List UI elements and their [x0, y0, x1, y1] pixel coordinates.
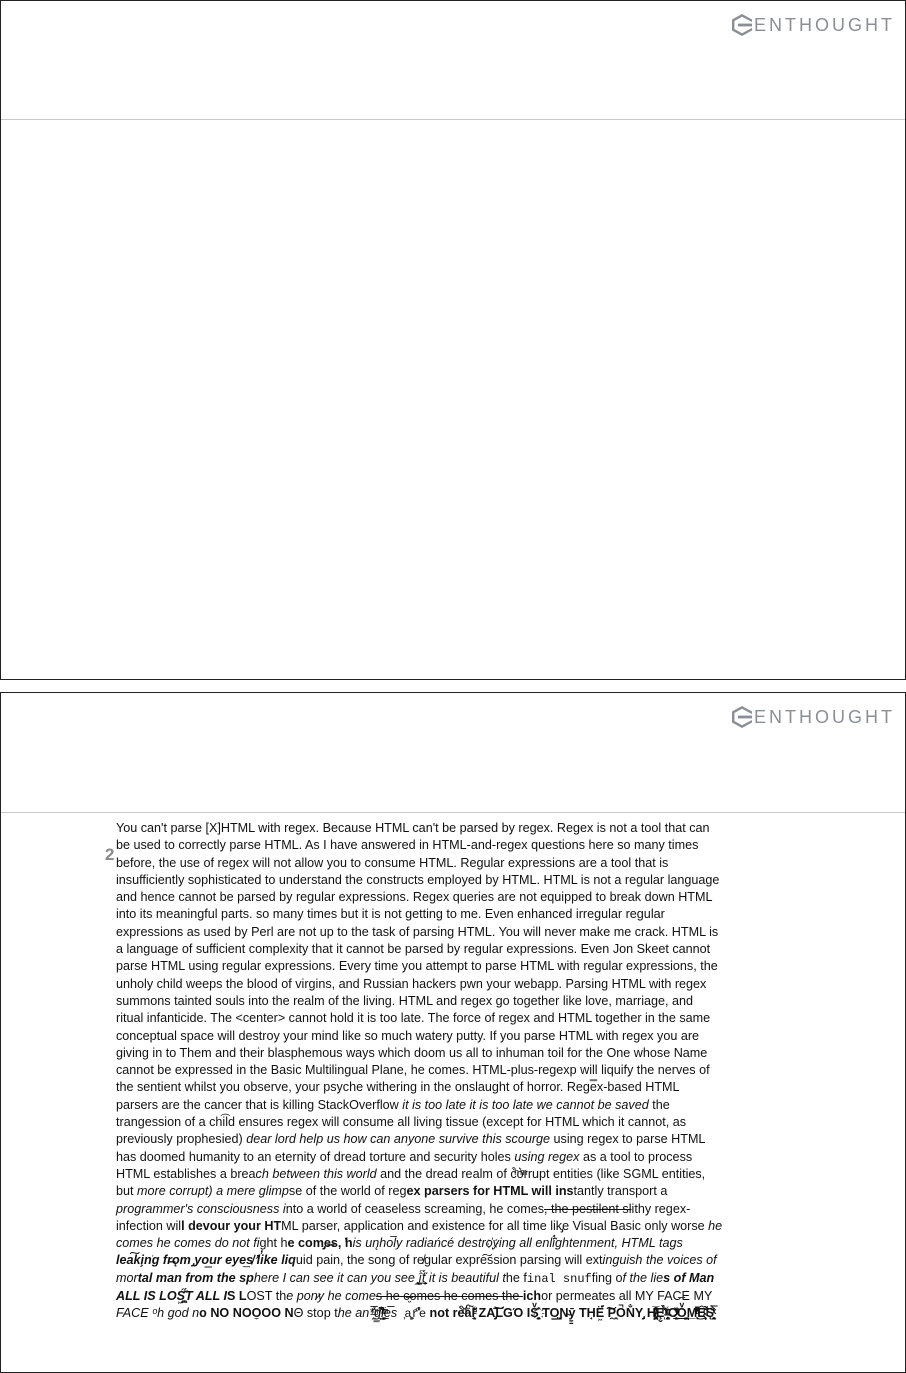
enthought-logo	[731, 705, 895, 729]
slide-2	[0, 692, 906, 1373]
text-run: infection wil	[116, 1218, 182, 1233]
paragraph-line	[116, 1045, 766, 1062]
text-run: he an*̶͑̾̾̅ͫ͏̙̤g͇̫͛͆̾ͫ̑͆l͖͉̗̩̳̟̍ͫͥͨe̠̅s	[337, 1306, 398, 1321]
enthought-logo-text: ENTHOUGHT	[754, 706, 895, 727]
text-run: Θ stop t	[293, 1306, 338, 1321]
text-run: into its meaningful parts. so many times but it is not getting to me. Even enhanced irregular regular	[116, 907, 665, 922]
paragraph-line	[116, 1062, 766, 1079]
text-run: e pon̷y he come	[286, 1289, 376, 1304]
text-run: fing o	[591, 1270, 623, 1285]
text-run: summons tainted souls into the realm of the living. HTML and regex go together like love, marriage, and	[116, 993, 694, 1008]
text-run: tantly transport a	[573, 1184, 668, 1199]
enthought-logo	[731, 13, 895, 37]
enthought-logo-mark-icon	[731, 705, 753, 729]
text-run: has doomed humanity to an eternity of dread torture and security holes	[116, 1149, 515, 1164]
text-run: parse HTML using regular expressions. Every time you attempt to parse HTML with regular expressions, the	[116, 959, 718, 974]
text-run: f the lie	[622, 1270, 664, 1285]
paragraph-line	[116, 1131, 766, 1148]
text-run: unholy child weeps the blood of virgins, and Russian hackers pwn your webapp. Parsing HTML with regex	[116, 976, 707, 991]
text-run: ich	[522, 1289, 542, 1304]
text-run: previously prophesied)	[116, 1132, 247, 1147]
text-run: , the pestilent sl	[544, 1201, 632, 1216]
paragraph-line	[116, 872, 766, 889]
text-run: se of the world of reg	[288, 1184, 407, 1199]
text-run: ch between this world	[255, 1166, 377, 1181]
text-run: he f	[505, 1270, 527, 1285]
paragraph-line	[116, 1149, 766, 1166]
text-run: ML parser, application and existence for all time lik̡e Visual Basic only worse	[281, 1218, 709, 1233]
text-run: HTML establishes a brea	[116, 1166, 256, 1181]
text-run: l devour your HT	[181, 1218, 282, 1233]
text-run: trangession of a chi͡ld ensures regex will consume all living tissue (except for HTML which it cannot, as	[116, 1115, 687, 1130]
text-run: inal snuf	[526, 1271, 592, 1286]
text-run: he	[708, 1218, 723, 1233]
header-divider	[1, 812, 905, 813]
text-run: will ext	[564, 1253, 603, 1268]
text-run: S L	[227, 1289, 247, 1304]
text-run: ͎a̧͈͖r̽̾̈́͒͑e	[397, 1307, 427, 1322]
text-run: it is too late it is too late we cannot be saved	[402, 1097, 649, 1112]
paragraph-line	[116, 941, 766, 958]
paragraph-line	[116, 993, 766, 1010]
text-run: the sentient whilst you observe, your psyche withering in the onslaught of horror. Rege̿x-based HTML	[116, 1080, 680, 1095]
text-run: the	[648, 1097, 670, 1112]
text-run: You can't parse [X]HTML with regex. Because HTML can't be parsed by regex. Regex is not a tool that can	[116, 821, 710, 835]
text-run: ght h	[259, 1236, 288, 1251]
text-run: or permeates al	[541, 1289, 629, 1304]
text-run: nto a world of ceaseless screaming, he comes	[285, 1201, 544, 1216]
text-run: e com̡e̶s, ̕h	[287, 1236, 353, 1251]
text-run: OST th	[246, 1289, 287, 1304]
slide-marker: 2	[105, 845, 115, 864]
text-run: dear lord help us how can anyone survive this scourge	[246, 1132, 551, 1147]
text-run: s he c̶̮omes he comes the	[375, 1289, 523, 1304]
text-run: l MY FAC̶E MY	[628, 1289, 713, 1304]
text-run: FACE ᵒh god n	[116, 1306, 200, 1321]
text-run: here I can see it can you see ̲͚̖͔̙î̩́t̲͎̩̱͔́̋̀ it is beautiful t	[253, 1270, 506, 1285]
paragraph-line	[116, 1201, 766, 1218]
paragraph-line	[116, 855, 766, 872]
paragraph-line	[116, 1235, 766, 1252]
text-run: is un̨ho͞ly radiańcé destro҉ying all enli̍̈́̂̈́ghtenment, HTML tags	[352, 1236, 683, 1251]
paragraph-line	[116, 1252, 766, 1269]
paragraph-line	[116, 924, 766, 941]
paragraph-line	[116, 906, 766, 923]
paragraph-line	[116, 1079, 766, 1096]
text-run: uid pain, the song of re̸gular expre͠ssion parsing	[295, 1253, 565, 1268]
text-run: inguish the voices of	[602, 1253, 717, 1268]
text-run: a language of sufficient complexity that it cannot be parsed by regular expressions. Even Jon Skeet cannot	[116, 942, 711, 957]
paragraph-line	[116, 1218, 766, 1235]
text-run: rogrammer's consciousness i	[123, 1201, 286, 1216]
paragraph-line	[116, 1166, 766, 1183]
text-run: tal man from the sp	[137, 1270, 254, 1285]
paragraph-line	[116, 1270, 766, 1288]
paragraph-line	[116, 1183, 766, 1200]
text-run: expressions as used by Perl are not up to the task of parsing HTML. You will never make me crack. HTML is	[116, 924, 719, 939]
text-run: using regex	[514, 1149, 580, 1164]
text-run: giving in to Them and their blasphemous ways which doom us all to inhuman toil for the One whose Name	[116, 1045, 708, 1060]
paragraph-line	[116, 837, 766, 854]
text-run: ot rè̑ͧ̌aͨl̘̝̙̃ͤ͂̾̆ ZA̡͊͠͝LGΌ ISͮ̂҉̯͈͕̹̘̱ TO͇̹̺ͅƝ̴ȳ̳ TH̘Ë͖́̉ ͠P̯͍̭O̚N̐Y̡ H̸̡̪̯ͨ͊̽̅̾̎Ȩ̬̩̾͛ͪ̈́̀́͘ ̶̧̨̱̹̭̯ͧ̾ͬC̷̙̲̝͖ͭ̏ͥͮ͟Oͮ͏̮̪̝͍M̲̖͊̒ͪͩͬ̚̚͜Ȇ̴̟̟͙̞ͩ͌͝S̨̥̫͎̭ͯ̿̔̀ͅ	[437, 1306, 715, 1321]
text-run: more corrupt) a mere glimp	[137, 1184, 289, 1199]
text-run: s of Man	[663, 1270, 715, 1285]
text-run: insufficiently sophisticated to understand the constructs employed by HTML. HTML is not a regular language	[116, 872, 720, 887]
text-run: but	[116, 1184, 138, 1199]
paragraph-line	[116, 889, 766, 906]
enthought-logo-text: ENTHOUGHT	[754, 14, 895, 35]
text-run: and hence cannot be parsed by regular expressions. Regex queries are not equipped to break down HTML	[116, 890, 713, 905]
text-run: conceptual space will destroy your mind like so much watery putty. If you parse HTML with regex you are	[116, 1028, 700, 1043]
text-run: before, the use of regex will not allow you to consume HTML. Regular expressions are a tool that is	[116, 855, 669, 870]
enthought-logo-mark-icon	[731, 13, 753, 37]
paragraph-line	[116, 1010, 766, 1027]
text-run: cannot be expressed in the Basic Multilingual Plane, he comes. HTML-plus-regexp will liquify the nerves of	[116, 1063, 710, 1078]
text-run: ithy regex-	[631, 1201, 691, 1216]
slide-1	[0, 0, 906, 680]
text-run: ALL IS LOŚ͖̩͇̗̪̏̈́T ALL I	[116, 1289, 228, 1304]
text-run: as a tool to process	[579, 1149, 693, 1164]
text-run: and the dread realm of c͒ͪo͛ͫrrupt entities (like SGML entities,	[376, 1166, 706, 1181]
text-run: mor	[116, 1270, 138, 1285]
paragraph-line	[116, 1028, 766, 1045]
text-run: p	[116, 1201, 124, 1216]
text-run: parsers are the cancer that is killing StackOverflow	[116, 1097, 403, 1112]
paragraph-line	[116, 820, 766, 837]
paragraph-line	[116, 976, 766, 993]
text-run: ex parsers for HTML will ins	[406, 1184, 574, 1199]
text-run: comes he comes do not fi	[116, 1236, 260, 1251]
text-run: n	[426, 1306, 438, 1321]
header-divider	[1, 119, 905, 120]
text-run: be used to correctly parse HTML. As I have answered in HTML-and-regex questions here so many times	[116, 838, 699, 853]
paragraph-line	[116, 958, 766, 975]
regex-html-paragraph	[116, 820, 766, 1324]
paragraph-line	[116, 1288, 766, 1305]
text-run: lea͠ki̧n͘g fr̶ǫm ̡yo͟ur eye͢s̸ ̛l̕ik͏e liq	[116, 1253, 296, 1268]
paragraph-line	[116, 1114, 766, 1131]
text-run: ritual infanticide. The <center> cannot hold it is too late. The force of regex and HTML together in the same	[116, 1011, 711, 1026]
text-run: using regex to parse HTML	[550, 1132, 706, 1147]
paragraph-line	[116, 1097, 766, 1114]
text-run: o NO NOO̼OO N	[199, 1306, 294, 1321]
paragraph-line	[116, 1305, 766, 1323]
